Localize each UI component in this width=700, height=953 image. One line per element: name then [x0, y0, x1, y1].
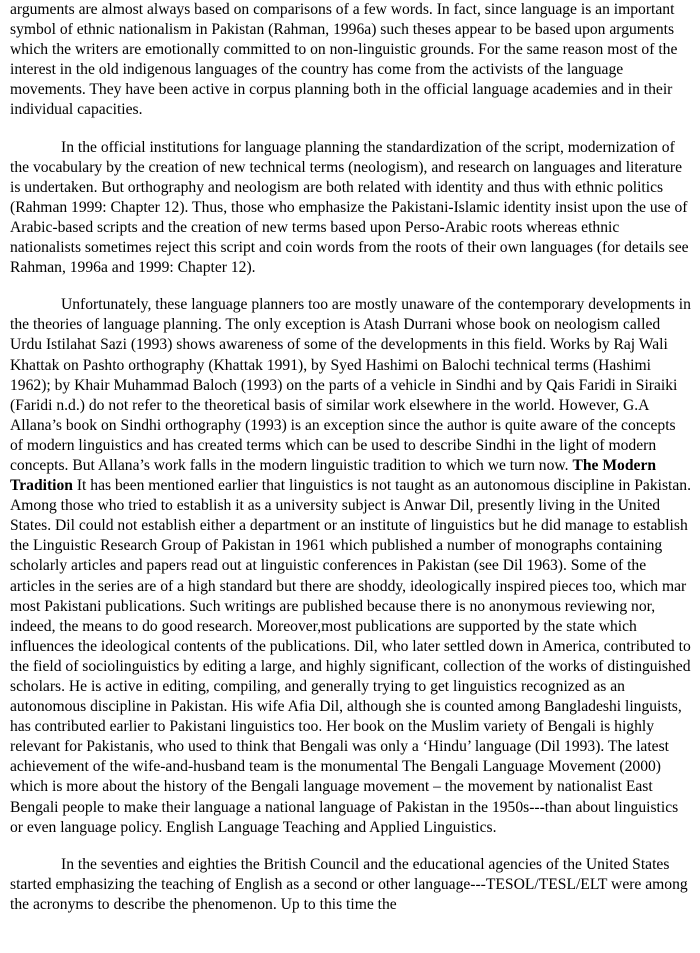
paragraph-1: arguments are almost always based on comparisons of a few words. In fact, since language is an important symbol of ethnic nationalism in Pakistan (Rahman, 1996a) such theses appear to be based upon arguments which the writers are emotionally committed to on non-linguistic grounds. For the same reason most of the interest in the old indigenous languages of the country has come from the activists of the language movements. They have been active in corpus planning both in the official language academies and in their individual capacities. [10, 1, 678, 119]
paragraph-2: In the official institutions for language planning the standardization of the script, modernization of the vocabulary by the creation of new technical terms (neologism), and research on languages and literature is undertaken. But orthography and neologism are both related with identity and thus with ethnic politics (Rahman 1999: Chapter 12). Thus, those who emphasize the Pakistani-Islamic identity insist upon the use of Arabic-based scripts and the creation of new terms based upon Perso-Arabic roots whereas ethnic nationalists sometimes reject this script and coin words from the roots of their own languages (for details see Rahman, 1996a and 1999: Chapter 12). [10, 138, 689, 277]
paragraph-gap [10, 121, 692, 138]
paragraph-gap [10, 838, 692, 855]
paragraph-3 [10, 295, 692, 838]
paragraph-gap [10, 278, 692, 295]
section-heading-modern-tradition: The Modern Tradition [10, 456, 657, 495]
paragraph-4: In the seventies and eighties the British Council and the educational agencies of the United States started emphasizing the teaching of English as a second or other language---TESOL/TESL/ELT were among the acronyms to describe the phenomenon. Up to this time the [10, 855, 688, 913]
paragraph-3-text-before: Unfortunately, these language planners too are mostly unaware of the contemporary developments in the theories of language planning. The only exception is Atash Durrani whose book on neologism called Urdu Istilahat Sazi (1993) shows awareness of some of the developments in this field. Works by Raj Wali Khattak on Pashto orthography (Khattak 1991), by Syed Hashimi on Balochi technical terms (Hashimi 1962); by Khair Muhammad Baloch (1993) on the parts of a vehicle in Sindhi and by Qais Faridi in Siraiki (Faridi n.d.) do not refer to the theoretical basis of similar work elsewhere in the world. However, G.A Allana’s book on Sindhi orthography (1993) is an exception since the author is quite aware of the concepts of modern linguistics and has created terms which can be used to describe Sindhi in the light of modern concepts. But Allana’s work falls in the modern linguistic tradition to which we turn now. [10, 296, 691, 474]
paragraph-3-text-after: It has been mentioned earlier that linguistics is not taught as an autonomous discipline in Pakistan. Among those who tried to establish it as a university subject is Anwar Dil, presently living in the United States. Dil could not establish either a department or an institute of linguistics but he did manage to establish the Linguistic Research Group of Pakistan in 1961 which published a number of monographs containing scholarly articles and papers read out at linguistic conferences in Pakistan (see Dil 1963). Some of the articles in the series are of a high standard but there are shoddy, ideologically inspired pieces too, which mar most Pakistani publications. Such writings are published because there is no anonymous reviewing nor, indeed, the means to do good research. Moreover,most publications are supported by the state which influences the ideological contents of the publications. Dil, who later settled down in America, contributed to the field of sociolinguistics by editing a large, and highly significant, collection of the works of distinguished scholars. He is active in editing, compiling, and generally trying to get linguistics recognized as an autonomous discipline in Pakistan. His wife Afia Dil, although she is counted among Bangladeshi linguists, has contributed earlier to Pakistani linguistics too. Her book on the Muslim variety of Bengali is highly relevant for Pakistanis, who used to think that Bengali was only a ‘Hindu’ language (Dil 1993). The latest achievement of the wife-and-husband team is the monumental The Bengali Language Movement (2000) which is more about the history of the Bengali language movement – the movement by nationalist East Bengali people to make their language a national language of Pakistan in the 1950s---than about linguistics or even language policy. English Language Teaching and Applied Linguistics. [10, 477, 691, 836]
